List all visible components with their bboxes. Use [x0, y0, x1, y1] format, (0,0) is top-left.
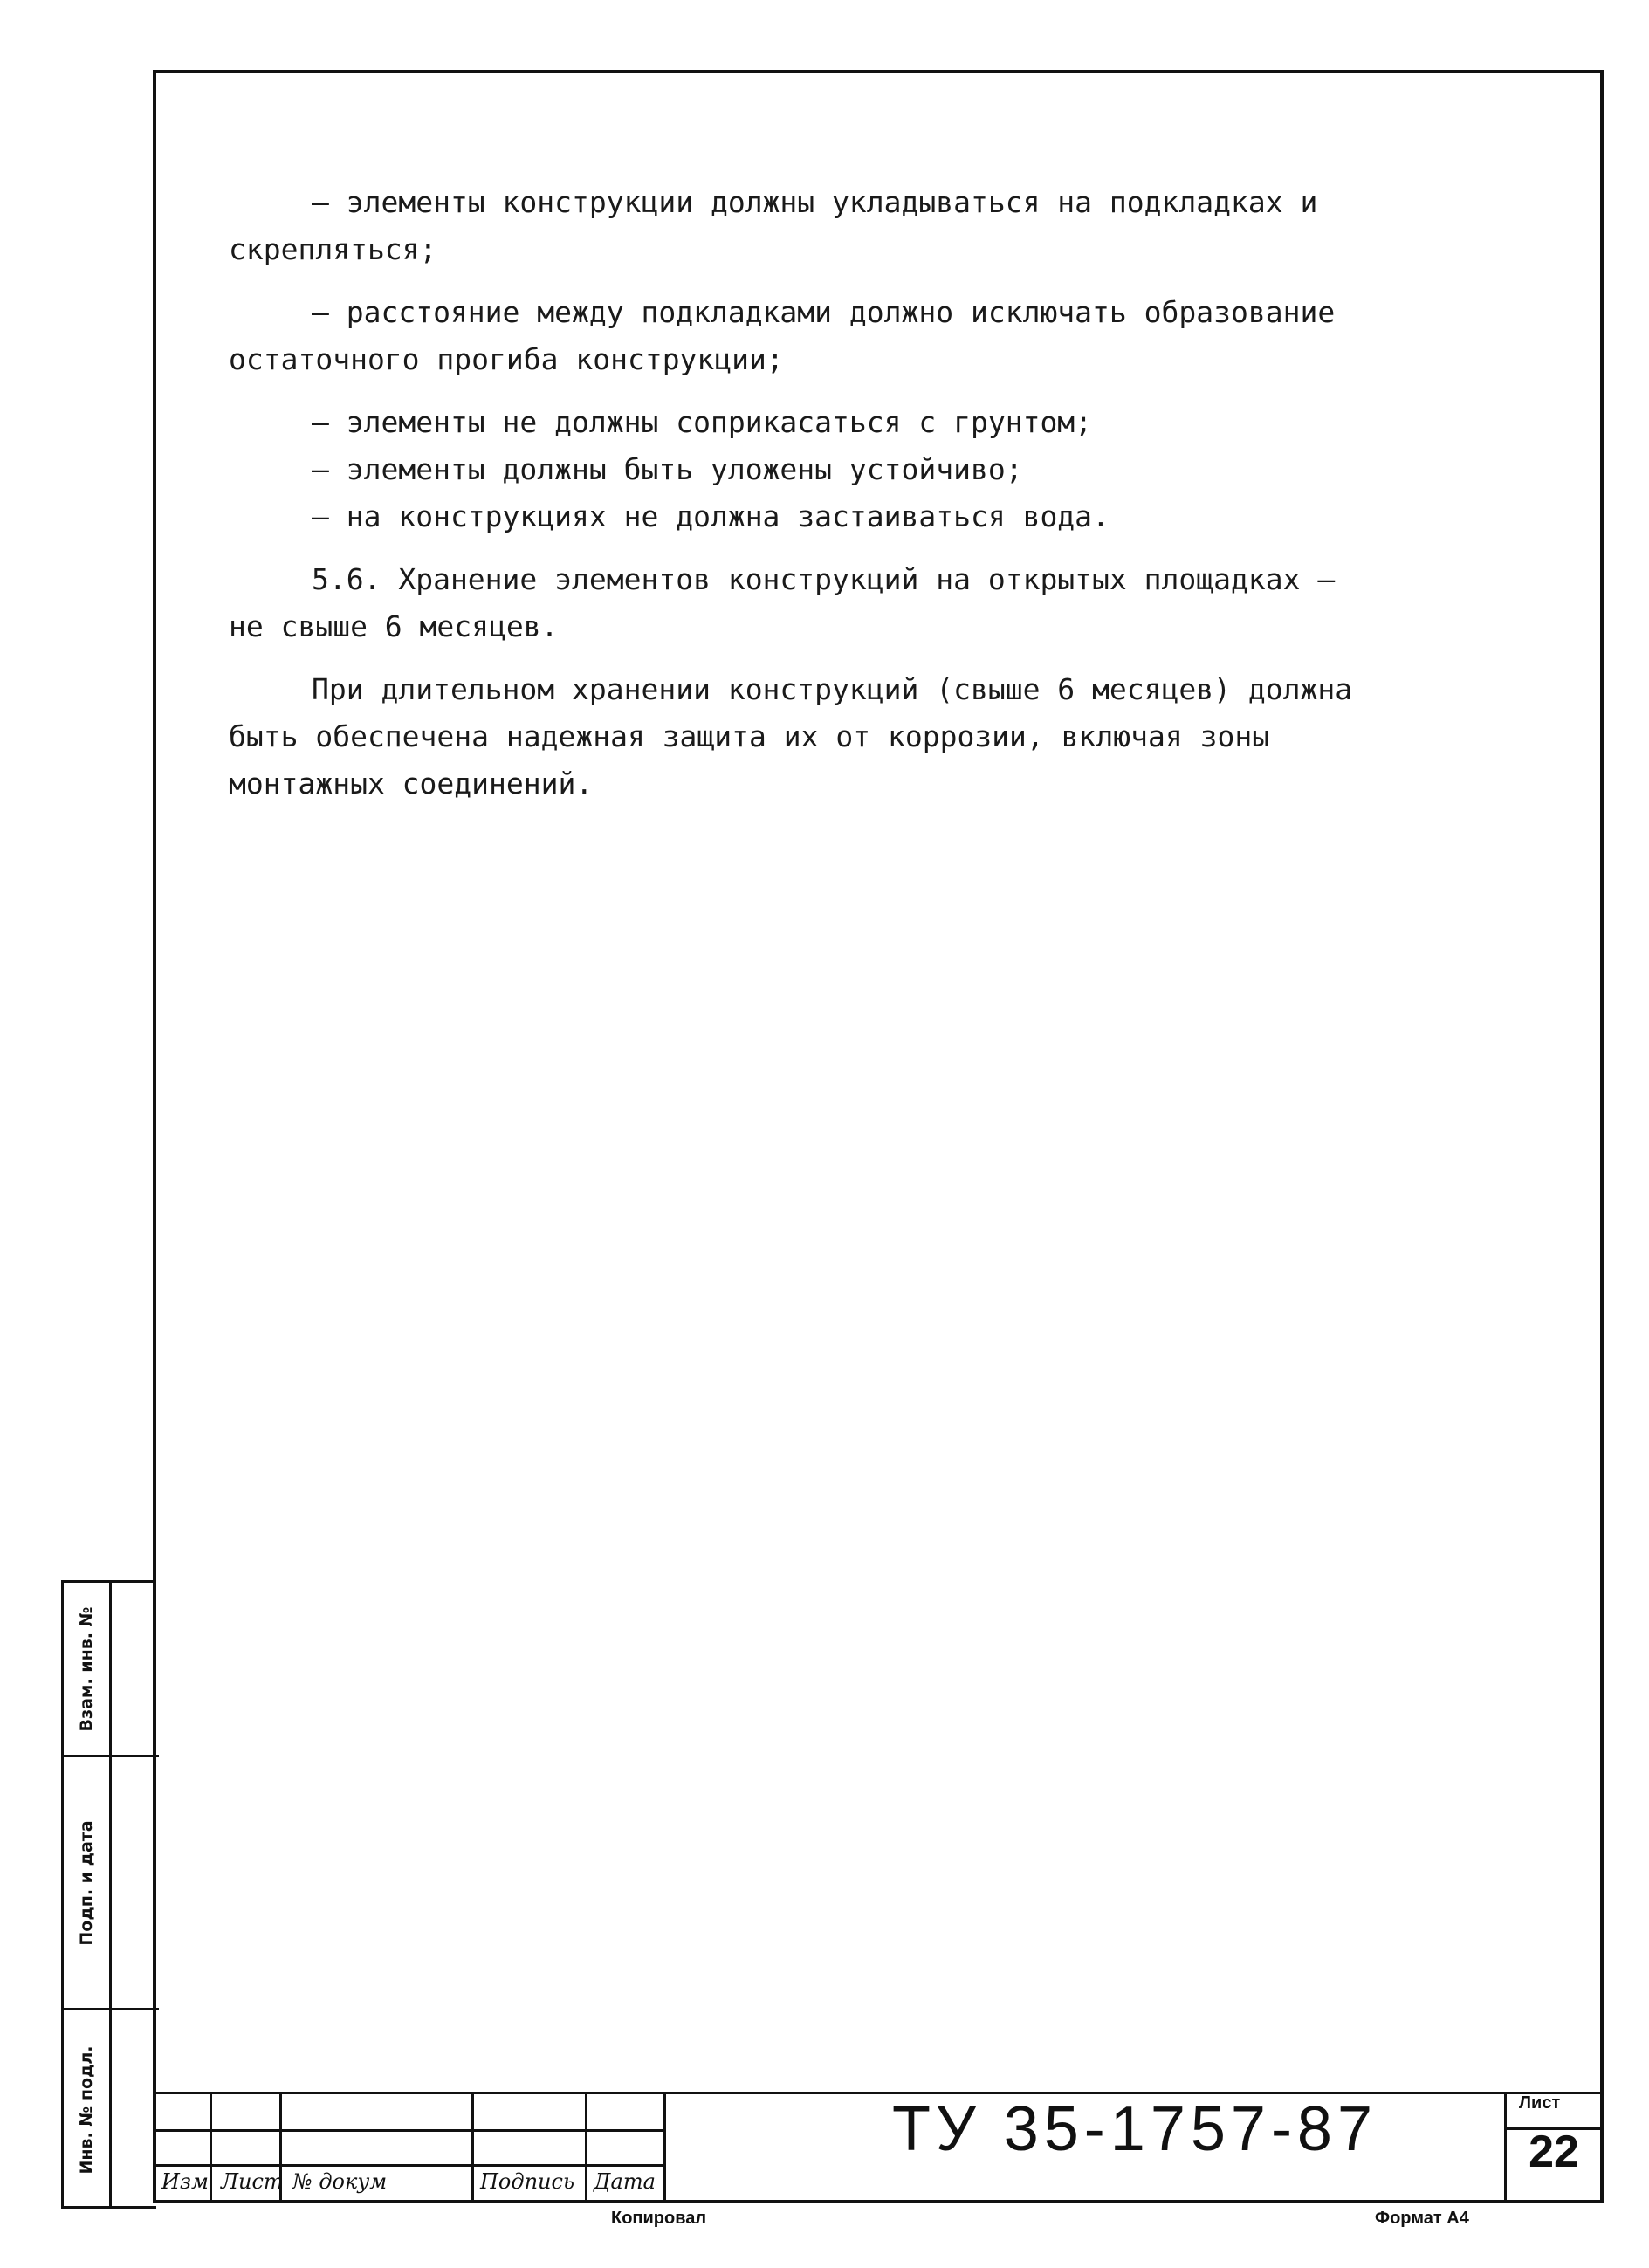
- tb-divider: [471, 2094, 474, 2203]
- side-cell-blank: [112, 1757, 159, 2010]
- document-body: [229, 179, 1538, 808]
- document-designation: ТУ 35-1757-87: [891, 2094, 1378, 2164]
- tb-divider: [210, 2094, 212, 2203]
- paragraph-storage: При длительном хранении конструкций (свыше 6 месяцев) должна: [312, 672, 1353, 706]
- tb-rule: [153, 2129, 663, 2132]
- header-podpis: Подпись: [480, 2169, 575, 2194]
- paragraph-5-6: 5.6. Хранение элементов конструкций на открытых площадках –: [312, 562, 1336, 596]
- side-cell-blank: [112, 1583, 159, 1757]
- bullet-line-cont: скрепляться;: [229, 232, 437, 266]
- tb-divider: [663, 2094, 666, 2203]
- paragraph-storage-cont: монтажных соединений.: [229, 766, 594, 801]
- bullet-line: – расстояние между подкладками должно исключать образование: [312, 295, 1336, 329]
- side-label-podp: Подп. и дата: [77, 1819, 96, 1946]
- header-list: Лист: [221, 2169, 284, 2194]
- tb-rule: [153, 2164, 663, 2167]
- header-data: Дата: [594, 2169, 656, 2194]
- format-label: Формат А4: [1375, 2209, 1469, 2228]
- copied-label: Копировал: [611, 2209, 707, 2228]
- side-cell-inv: [64, 2010, 112, 2209]
- bullet-line: – элементы должны быть уложены устойчиво;: [312, 452, 1023, 486]
- bullet-line: – элементы конструкции должны укладываться на подкладках и: [312, 185, 1318, 219]
- header-izm: Изм: [161, 2169, 209, 2194]
- header-ndokum: № докум: [292, 2169, 388, 2194]
- tb-divider: [585, 2094, 587, 2203]
- side-cell-blank: [112, 2010, 159, 2209]
- bullet-line-cont: остаточного прогиба конструкции;: [229, 342, 784, 376]
- tb-divider: [1504, 2094, 1507, 2203]
- paragraph-storage-cont: быть обеспечена надежная защита их от коррозии, включая зоны: [229, 719, 1270, 753]
- side-cell-podp: [64, 1757, 112, 2010]
- side-label-inv: Инв. № подл.: [77, 2045, 96, 2175]
- side-stamp: [61, 1580, 156, 2209]
- sheet-label: Лист: [1519, 2093, 1561, 2113]
- side-cell-vzam: [64, 1583, 112, 1757]
- paragraph-5-6-cont: не свыше 6 месяцев.: [229, 609, 559, 643]
- bullet-line: – элементы не должны соприкасаться с грунтом;: [312, 405, 1093, 439]
- sheet-number: 22: [1529, 2127, 1579, 2177]
- bullet-line: – на конструкциях не должна застаиваться вода.: [312, 499, 1110, 533]
- side-label-vzam: Взам. инв. №: [77, 1606, 96, 1731]
